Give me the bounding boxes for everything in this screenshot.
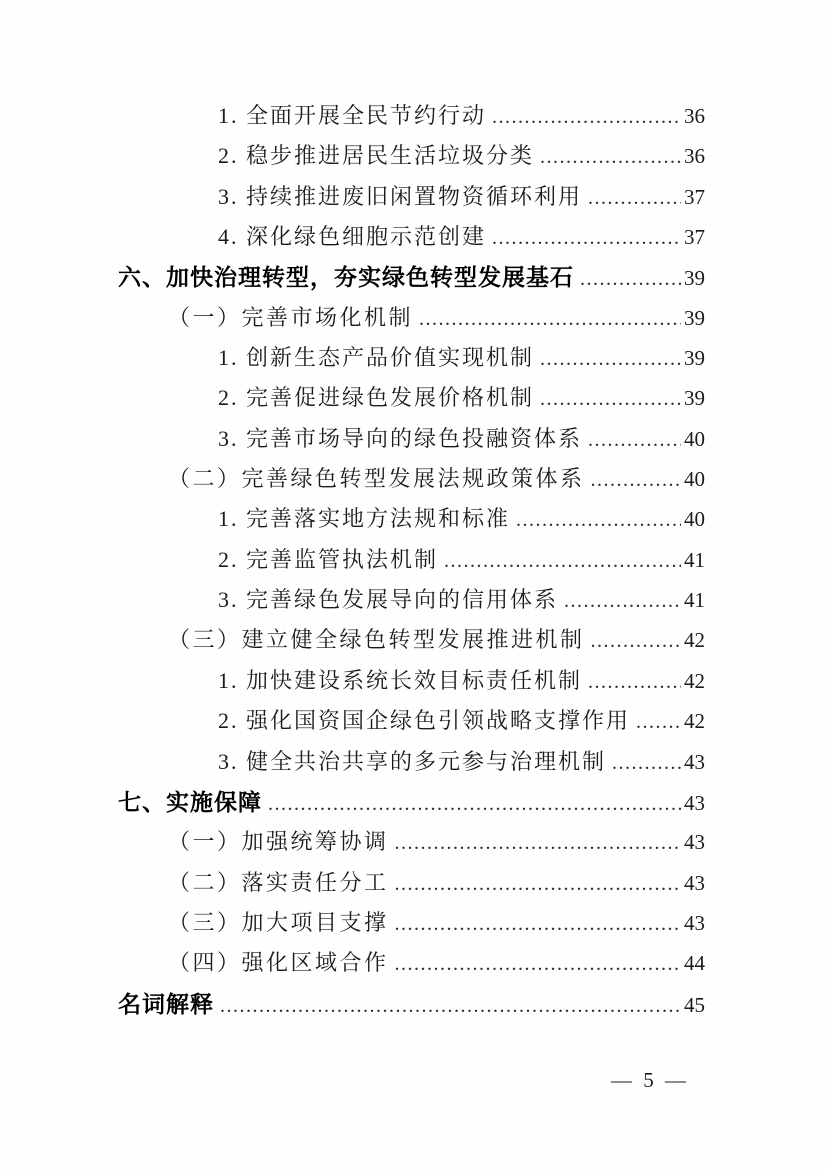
table-of-contents bbox=[0, 96, 827, 1024]
toc-entry-title: （三）建立健全绿色转型发展推进机制 bbox=[168, 627, 585, 653]
toc-entry-title: 3. 健全共治共享的多元参与治理机制 bbox=[218, 748, 607, 774]
toc-leader-dots bbox=[516, 500, 681, 542]
toc-leader-dots bbox=[540, 339, 681, 381]
toc-entry-title: 2. 强化国资国企绿色引领战略支撑作用 bbox=[218, 708, 631, 734]
toc-entry-page: 40 bbox=[684, 507, 705, 532]
toc-entry-title: （四）强化区域合作 bbox=[168, 950, 389, 976]
toc-entry-page: 43 bbox=[684, 830, 705, 855]
toc-leader-dots bbox=[612, 743, 681, 785]
toc-entry-title: 2. 完善促进绿色发展价格机制 bbox=[218, 385, 535, 411]
toc-entry-page: 41 bbox=[684, 547, 705, 572]
toc-entry bbox=[0, 822, 827, 862]
toc-entry-page: 44 bbox=[684, 951, 705, 976]
toc-entry-page: 40 bbox=[684, 426, 705, 451]
toc-entry bbox=[0, 136, 827, 176]
toc-entry-page: 37 bbox=[684, 184, 705, 209]
toc-entry bbox=[0, 338, 827, 378]
toc-entry-title: （一）加强统筹协调 bbox=[168, 829, 389, 855]
toc-leader-dots bbox=[444, 541, 681, 583]
toc-entry-title: 2. 稳步推进居民生活垃圾分类 bbox=[218, 143, 535, 169]
toc-leader-dots bbox=[395, 944, 681, 986]
toc-leader-dots bbox=[588, 662, 681, 704]
toc-entry-title: （三）加大项目支撑 bbox=[168, 909, 389, 935]
toc-entry-title: 3. 完善绿色发展导向的信用体系 bbox=[218, 587, 559, 613]
toc-leader-dots bbox=[395, 904, 681, 946]
toc-leader-dots bbox=[492, 218, 681, 260]
toc-leader-dots bbox=[636, 702, 681, 744]
toc-leader-dots bbox=[492, 97, 681, 139]
toc-leader-dots bbox=[591, 621, 681, 663]
toc-entry bbox=[0, 620, 827, 660]
toc-entry-page: 42 bbox=[684, 668, 705, 693]
toc-leader-dots bbox=[268, 784, 681, 826]
toc-entry bbox=[0, 742, 827, 782]
toc-entry bbox=[0, 96, 827, 136]
toc-entry-page: 42 bbox=[684, 709, 705, 734]
toc-leader-dots bbox=[419, 299, 681, 341]
toc-leader-dots bbox=[588, 178, 681, 220]
toc-entry-title: 六、加快治理转型，夯实绿色转型发展基石 bbox=[118, 264, 574, 291]
toc-entry bbox=[0, 580, 827, 620]
toc-leader-dots bbox=[580, 259, 681, 301]
toc-entry-title: （二）完善绿色转型发展法规政策体系 bbox=[168, 466, 585, 492]
toc-entry-page: 39 bbox=[684, 305, 705, 330]
page-number-footer: — 5 — bbox=[611, 1068, 689, 1092]
toc-leader-dots bbox=[564, 581, 681, 623]
toc-entry bbox=[0, 177, 827, 217]
toc-entry-page: 37 bbox=[684, 225, 705, 250]
toc-entry bbox=[0, 217, 827, 257]
toc-entry bbox=[0, 863, 827, 903]
toc-entry-page: 43 bbox=[684, 910, 705, 935]
toc-entry-title: 3. 持续推进废旧闲置物资循环利用 bbox=[218, 183, 583, 209]
toc-entry-page: 39 bbox=[684, 386, 705, 411]
toc-entry-page: 36 bbox=[684, 144, 705, 169]
toc-leader-dots bbox=[395, 864, 681, 906]
toc-entry bbox=[0, 499, 827, 539]
toc-entry bbox=[0, 257, 827, 297]
toc-entry bbox=[0, 701, 827, 741]
toc-entry-page: 40 bbox=[684, 467, 705, 492]
toc-entry-title: 名词解释 bbox=[118, 990, 214, 1017]
toc-entry-title: 1. 完善落实地方法规和标准 bbox=[218, 506, 511, 532]
toc-leader-dots bbox=[540, 137, 681, 179]
toc-entry-title: 1. 全面开展全民节约行动 bbox=[218, 103, 487, 128]
toc-entry-title: （二）落实责任分工 bbox=[168, 869, 389, 895]
toc-entry bbox=[0, 459, 827, 499]
toc-leader-dots bbox=[395, 823, 681, 865]
toc-entry-page: 42 bbox=[684, 628, 705, 653]
toc-entry-page: 45 bbox=[684, 992, 705, 1017]
toc-entry bbox=[0, 298, 827, 338]
toc-entry-page: 39 bbox=[684, 266, 705, 291]
toc-entry-page: 43 bbox=[684, 749, 705, 774]
toc-entry-title: 3. 完善市场导向的绿色投融资体系 bbox=[218, 425, 583, 451]
toc-entry-title: 2. 完善监管执法机制 bbox=[218, 546, 439, 572]
toc-entry-page: 36 bbox=[684, 104, 705, 128]
toc-entry bbox=[0, 378, 827, 418]
toc-entry bbox=[0, 984, 827, 1024]
toc-entry-title: 4. 深化绿色细胞示范创建 bbox=[218, 224, 487, 250]
toc-entry-page: 43 bbox=[684, 870, 705, 895]
toc-entry bbox=[0, 540, 827, 580]
toc-entry bbox=[0, 419, 827, 459]
toc-entry-page: 39 bbox=[684, 346, 705, 371]
toc-leader-dots bbox=[591, 460, 681, 502]
toc-entry-page: 41 bbox=[684, 588, 705, 613]
toc-leader-dots bbox=[540, 379, 681, 421]
toc-leader-dots bbox=[220, 986, 681, 1028]
toc-entry bbox=[0, 782, 827, 822]
toc-entry-title: 1. 创新生态产品价值实现机制 bbox=[218, 345, 535, 371]
toc-entry-page: 43 bbox=[684, 790, 705, 815]
toc-entry bbox=[0, 661, 827, 701]
toc-leader-dots bbox=[588, 420, 681, 462]
toc-entry-title: 七、实施保障 bbox=[118, 788, 262, 815]
toc-entry-title: 1. 加快建设系统长效目标责任机制 bbox=[218, 667, 583, 693]
toc-entry-title: （一）完善市场化机制 bbox=[168, 304, 414, 330]
toc-entry bbox=[0, 943, 827, 983]
toc-entry bbox=[0, 903, 827, 943]
